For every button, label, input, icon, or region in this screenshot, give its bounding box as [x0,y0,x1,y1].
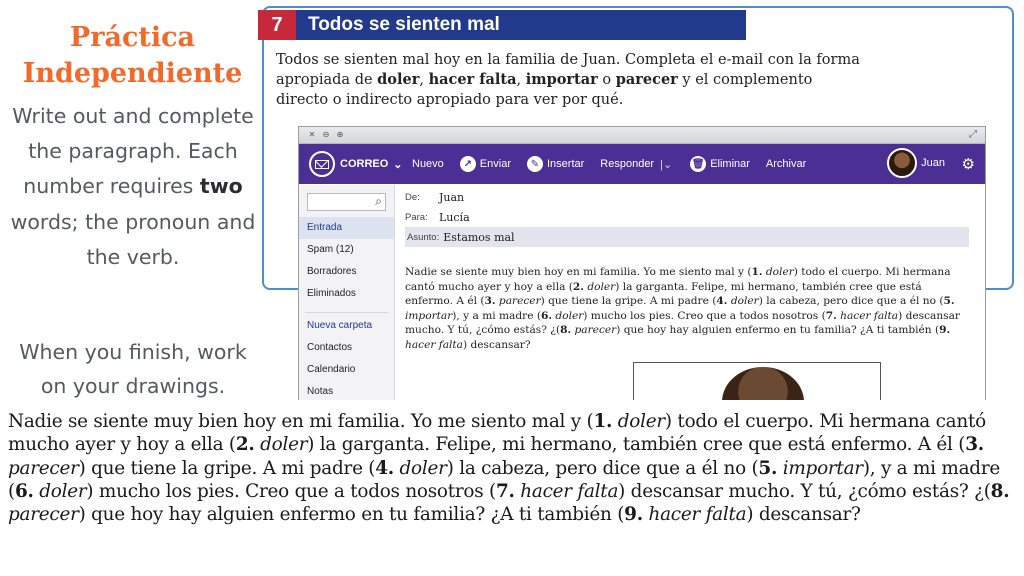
paragraph-text: ) todo el cuerpo. Mi hermana cantó mucho ayer y hoy a ella ( [8,411,986,456]
subject-field [405,227,969,247]
title-line-2: Independiente [22,58,243,89]
reply-button[interactable] [600,158,674,171]
slide-title [10,20,255,92]
search-input[interactable] [307,193,386,211]
brand-label: CORREO [340,158,389,170]
from-label: De: [405,191,420,203]
blank-verb: importar [777,457,863,479]
blank-number: 1. [751,266,763,278]
paragraph-text: ) mucho los pies. Creo que a todos nosotros ( [583,309,826,322]
paragraph-text: ) todo el cuerpo. Mi hermana cantó mucho ayer y hoy a ella ( [405,266,951,293]
blank-number: 8. [560,324,572,337]
blank-verb: parecer [8,504,79,526]
sidebar-item-eliminados[interactable]: Eliminados [307,288,356,299]
blank-verb: doler [727,295,759,308]
to-label: Para: [405,211,428,223]
paragraph-text: ) la cabeza, pero dice que a él no ( [758,295,944,308]
blank-verb: parecer [571,324,617,337]
sidebar-item-notas[interactable]: Notas [307,386,334,397]
email-body [405,265,963,353]
blank-number: 5. [943,295,955,308]
to-field [405,207,969,227]
delete-button[interactable] [690,156,750,172]
desc-bold: hacer falta [428,71,517,88]
blank-verb: doler [583,280,616,293]
reply-chevron-icon[interactable]: |⌄ [660,158,673,171]
paragraph-text: ) mucho los pies. Creo que a todos nosotros ( [86,480,496,502]
textbook-activity [252,0,1024,400]
new-button[interactable] [412,158,444,170]
paragraph-text: ) la garganta. Felipe, mi hermano, también cree que está enfermo. A él ( [307,434,966,456]
to-value[interactable]: Lucía [439,210,470,224]
pencil-icon: ✎ [527,156,543,172]
subject-label: Asunto: [407,231,440,243]
desc-text: , [419,72,429,88]
instr-part-1: Write out and complete the paragraph. Each number requires [12,104,254,199]
blank-number: 7. [495,480,515,502]
paragraph-text: ), y a mi madre ( [452,309,541,322]
finish-text: When you finish, work on your drawings. [19,340,247,398]
desc-text: Todos se sienten mal hoy en la familia de Juan. Completa el e-mail con la forma apropiada de [276,52,860,88]
blank-number: 8. [990,480,1010,502]
blank-number: 3. [965,434,984,456]
send-label: Enviar [479,158,511,170]
archive-label: Archivar [765,158,807,170]
sidebar-item-contactos[interactable]: Contactos [307,342,353,353]
send-icon: ↗ [460,156,476,172]
blank-verb: doler [552,309,584,322]
reply-label: Responder [600,158,655,170]
blank-verb: hacer falta [405,338,463,351]
sidebar-item-borradores[interactable]: Borradores [307,266,357,277]
blank-verb: doler [762,266,794,278]
blank-verb: importar [405,309,453,322]
blank-number: 4. [375,457,394,479]
blank-number: 2. [572,280,584,293]
paragraph-text: ) descansar? [746,504,861,526]
desc-text: y el complemento directo o indirecto apropiado para ver por qué. [276,72,813,108]
blank-number: 2. [235,434,255,456]
paragraph-text: ) la cabeza, pero dice que a él no ( [446,457,759,479]
mail-brand[interactable] [299,151,412,177]
expand-icon[interactable]: ⤢ [969,129,977,140]
blank-number: 3. [484,295,496,308]
paragraph-text: ) la garganta. Felipe, mi hermano, también cree que está enfermo. A él ( [405,280,922,308]
blank-verb: hacer falta [514,480,619,502]
new-label: Nuevo [412,158,444,170]
minimize-icon[interactable]: ⊖ [322,130,330,139]
send-button[interactable] [460,156,511,172]
email-window [298,126,986,400]
title-line-1: Práctica [69,22,196,53]
delete-label: Eliminar [710,158,750,170]
blank-verb: parecer [495,295,541,308]
blank-verb: hacer falta [836,309,899,322]
instr-part-2: words; the pronoun and the verb. [10,209,256,269]
blank-number: 6. [540,309,553,322]
from-value[interactable]: Juan [439,190,465,204]
paragraph-text: ) descansar mucho. Y tú, ¿cómo estás? ¿( [618,480,991,502]
paragraph-text: ) que hoy hay alguien enfermo en tu familia? ¿A ti también ( [616,324,940,337]
archive-button[interactable] [766,158,806,170]
paragraph-text: Nadie se siente muy bien hoy en mi familia. Yo me siento mal y ( [405,266,752,278]
avatar [887,148,917,178]
blank-verb: doler [612,411,665,432]
user-menu[interactable] [887,148,945,178]
blank-verb: hacer falta [642,504,747,526]
blank-number: 6. [14,480,34,502]
blank-number: 7. [825,309,837,322]
sidebar-item-entrada[interactable]: Entrada [299,217,394,239]
user-name: Juan [921,157,945,169]
close-icon[interactable]: ✕ [308,130,316,139]
instructions-text [8,99,258,275]
blank-number: 9. [624,504,643,526]
enlarged-paragraph [8,410,1018,526]
paragraph-text: Nadie se siente muy bien hoy en mi familia. Yo me siento mal y ( [8,411,594,432]
from-field [405,187,969,207]
search-icon: ⌕ [375,194,382,208]
blank-verb: doler [254,434,308,456]
window-titlebar [299,127,985,144]
trash-icon: 🗑 [690,156,706,172]
desc-text: o [597,72,616,88]
envelope-icon [309,151,335,177]
desc-bold: importar [525,71,598,88]
paragraph-text: ) descansar mucho. Y tú, ¿cómo estás? ¿( [405,309,961,337]
subject-value[interactable]: Estamos mal [443,230,515,244]
blank-number: 4. [716,295,728,308]
activity-description [276,50,866,110]
chevron-down-icon: ⌄ [393,158,403,171]
activity-header [258,10,746,40]
folder-sidebar [299,185,395,400]
activity-title: Todos se sienten mal [308,14,500,35]
sidebar-divider [305,305,388,313]
paragraph-text: ) descansar? [462,338,531,351]
blank-verb: doler [393,457,447,479]
blank-verb: doler [33,480,87,502]
paragraph-text: ) que tiene la gripe. A mi padre ( [78,457,376,479]
email-message [405,187,969,353]
sidebar-item-spam[interactable]: Spam (12) [307,244,354,255]
paragraph-text: ), y a mi madre ( [8,457,1001,502]
blank-verb: parecer [8,457,79,479]
paragraph-text: ) que tiene la gripe. A mi padre ( [540,295,717,308]
sidebar-item-calendario[interactable]: Calendario [307,364,356,375]
gear-icon[interactable]: ⚙ [961,155,975,173]
email-toolbar [299,144,985,184]
activity-number: 7 [258,10,296,40]
sidebar-item-nueva-carpeta[interactable]: Nueva carpeta [307,320,373,331]
desc-bold: doler [377,71,420,88]
photo-subject [722,367,804,400]
maximize-icon[interactable]: ⊕ [336,130,344,139]
blank-number: 5. [758,457,778,479]
blank-number: 9. [939,324,951,337]
desc-text: , [516,72,526,88]
person-photo [633,362,881,400]
blank-number: 1. [593,411,613,432]
paragraph-text: ) que hoy hay alguien enfermo en tu familia? ¿A ti también ( [78,504,625,526]
desc-bold: parecer [615,71,678,88]
insert-label: Insertar [546,158,585,170]
instr-bold: two [199,174,243,199]
instructions-panel [0,0,262,400]
insert-button[interactable] [527,156,584,172]
